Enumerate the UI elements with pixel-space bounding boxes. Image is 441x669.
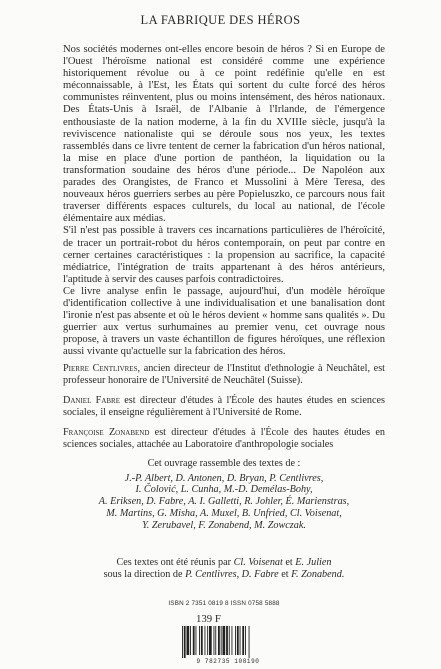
editors-text: Ces textes ont été réunis par [116,557,234,568]
editors [63,557,385,581]
bio-text: est directeur d'études à l'École des hautes études en sciences sociales, il enseigne régulièrement à l'Université de Rome. [63,394,385,418]
isbn: ISBN 2 7351 0819 8 ISSN 0758 5888 [168,600,280,607]
contributors-line: M. Martins, G. Misha, A. Muxel, B. Unfried, Cl. Voisenat, [106,507,342,519]
editors-line-2 [63,569,385,581]
bio-text: est directeur d'études à l'École des hautes études en sciences sociales, attachée au Laboratoire d'anthropologie sociales [63,426,385,450]
bio-text: , ancien directeur de l'Institut d'ethnologie à Neuchâtel, est professeur honoraire de l'Université de Neuchâtel (Suisse). [63,363,385,386]
author-bios [63,363,385,458]
barcode-bars [178,626,278,658]
contributors-line: Y. Zerubavel, F. Zonabend, M. Zowczak. [142,519,306,531]
contributors-intro: Cet ouvrage rassemble des textes de : [147,458,301,469]
editors-text: et [282,557,296,568]
contributors [63,458,385,531]
description-paragraph-1: Nos sociétés modernes ont-elles encore besoin de héros ? Si en Europe de l'Ouest l'héroïsme national est considéré comme une expérience historiquement révolue ou à ce point redéfinie qu'elle en est méconnaissable, à l'Est, les États qui sortent du culte forcé des héros communistes réinventent, plus ou moins intensément, des héros nationaux. Des États-Unis à Israël, de l'Albanie à l'Irlande, de l'émergence enthousiaste de la nation moderne, à la fin du XVIIIe siècle, jusqu'à la reviviscence nationaliste qui se déroule sous nos yeux, les textes rassemblés dans ce livre tentent de cerner la fabrication d'un héros national, la mise en place d'une portion de panthéon, la liquidation ou la transformation soudaine des héros d'une période... De Napoléon aux parades des Orangistes, de Franco et Mussolini à Mère Teresa, des nouveaux héros guerriers serbes au père Popieluszko, ce parcours nous fait traverser différents espaces culturels, du local au national, de l'école élémentaire aux médias. [63,44,385,225]
contributors-line: I. Čolović, L. Cunha, M.-D. Demélas-Bohy, [135,484,313,496]
bio-name: Françoise Zonabend [63,426,150,438]
bio-name: Daniel Fabre [63,394,120,406]
bio-name: Pierre Centlivres [63,363,138,374]
bio-zonabend [63,427,385,451]
editors-line-1 [63,557,385,569]
editors-text: et [278,568,292,580]
contributors-line: A. Eriksen, D. Fabre, A. I. Galletti, R. Johler, É. Marienstras, [98,496,350,508]
director-name: D. Fabre [241,568,279,580]
editors-text: sous la direction de [103,568,186,580]
bio-centlivres [63,363,385,387]
description-paragraph-2: S'il n'est pas possible à travers ces incarnations particulières de l'héroïcité, de tracer un portrait-robot du héros contemporain, on peut par contre en cerner certaines caractéristiques : la propension au sacrifice, la capacité médiatrice, l'intégration de traits appartenant à des héros antérieurs, l'aptitude à servir des causes parfois contradictoires. [63,225,385,285]
barcode-number: 9 782735 108190 [196,658,260,665]
editor-name: Cl. Voisenat [233,557,283,568]
price: 139 F [196,613,221,625]
editors-text: , [236,568,242,580]
description [63,44,385,358]
director-name: P. Centlivres [185,568,237,580]
book-title: LA FABRIQUE DES HÉROS [140,13,301,27]
bio-fabre [63,395,385,419]
description-paragraph-3: Ce livre analyse enfin le passage, aujourd'hui, d'un modèle héroïque d'identification collective à une individualisation et une banalisation dont l'ironie n'est pas absente et où le héros devient « homme sans qualités ». Du guerrier aux vertus surhumaines au premier venu, cet ouvrage nous propose, à travers un vaste échantillon de figures héroïques, une réflexion aussi vivante qu'actuelle sur la fabrication des héros. [63,285,385,358]
director-name: F. Zonabend. [291,568,345,580]
editor-name: E. Julien [295,557,332,568]
contributors-line: J.-P. Albert, D. Antonen, D. Bryan, P. Centlivres, [124,472,324,484]
